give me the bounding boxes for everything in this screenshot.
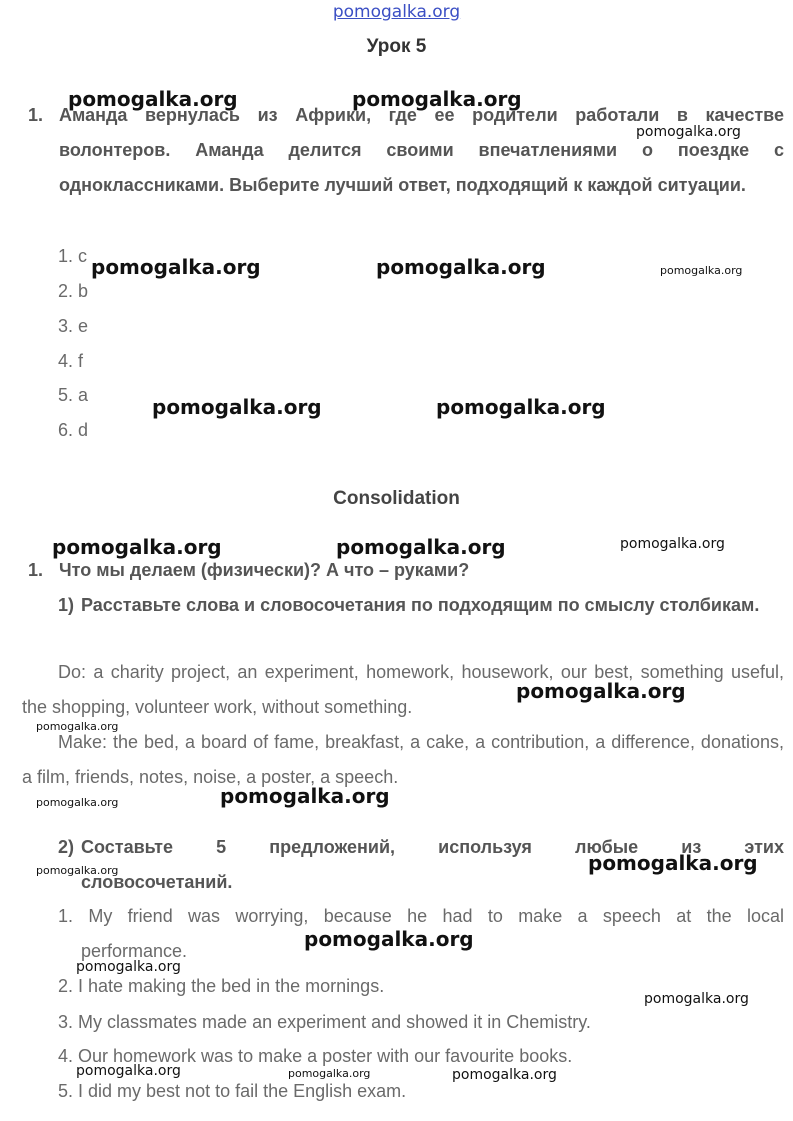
task1-number: 1. [28, 105, 44, 125]
answer-1: 1. c [58, 246, 88, 266]
watermark: pomogalka.org [52, 535, 222, 559]
watermark: pomogalka.org [352, 87, 522, 111]
consolidation-title: Consolidation [333, 488, 460, 509]
sentence-1-line1: 1. My friend was worrying, because he had to make a speech at the local [58, 906, 784, 926]
watermark: pomogalka.org [76, 1063, 181, 1079]
watermark: pomogalka.org [376, 255, 546, 279]
consolidation-task-number: 1. [28, 560, 44, 580]
watermark: pomogalka.org [660, 264, 743, 277]
lesson-title: Урок 5 [366, 36, 427, 57]
watermark: pomogalka.org [36, 864, 119, 877]
watermark: pomogalka.org [336, 535, 506, 559]
watermark: pomogalka.org [36, 796, 119, 809]
watermark: pomogalka.org [516, 679, 686, 703]
sentence-1-line2: performance. [81, 941, 188, 961]
answer-6: 6. d [58, 420, 89, 440]
sentence-2: 2. I hate making the bed in the mornings. [58, 976, 385, 996]
watermark: pomogalka.org [588, 851, 758, 875]
answer-2: 2. b [58, 281, 89, 301]
watermark: pomogalka.org [304, 927, 474, 951]
watermark: pomogalka.org [644, 991, 749, 1007]
answer-4: 4. f [58, 351, 84, 371]
watermark: pomogalka.org [220, 784, 390, 808]
watermark: pomogalka.org [452, 1067, 557, 1083]
watermark: pomogalka.org [152, 395, 322, 419]
watermark: pomogalka.org [288, 1067, 371, 1080]
do-column-text: Do: a charity project, an experiment, homework, housework, our best, something useful, the shopping, volunteer work, without something. [22, 662, 784, 717]
answer-5: 5. a [58, 385, 89, 405]
watermark: pomogalka.org [68, 87, 238, 111]
consolidation-task-text: Что мы делаем (физически)? А что – руками? [59, 560, 470, 580]
sentence-3: 3. My classmates made an experiment and showed it in Chemistry. [58, 1012, 591, 1032]
watermark: pomogalka.org [91, 255, 261, 279]
sub2-number: 2) [58, 837, 75, 857]
sentence-4: 4. Our homework was to make a poster with our favourite books. [58, 1046, 573, 1066]
sentence-5: 5. I did my best not to fail the English exam. [58, 1081, 407, 1101]
sub2-text-line2: словосочетаний. [81, 872, 233, 892]
watermark: pomogalka.org [36, 720, 119, 733]
answer-3: 3. e [58, 316, 89, 336]
site-link[interactable]: pomogalka.org [332, 2, 461, 22]
watermark: pomogalka.org [76, 959, 181, 975]
watermark: pomogalka.org [436, 395, 606, 419]
sub1-text: Расставьте слова и словосочетания по подходящим по смыслу столбикам. [81, 595, 760, 615]
sub2-text-line1: Составьте 5 предложений, используя любые из этих [81, 837, 784, 857]
watermark: pomogalka.org [620, 536, 725, 552]
sub1-number: 1) [58, 595, 75, 615]
make-column-text: Make: the bed, a board of fame, breakfast, a cake, a contribution, a difference, donations, a film, friends, notes, noise, a poster, a speech. [22, 732, 784, 787]
task1-text: Аманда вернулась из Африки, где ее родители работали в качестве волонтеров. Аманда делится своими впечатлениями о поездке с одноклассниками. Выберите лучший ответ, подходящий к каждой ситуации. [59, 105, 784, 195]
watermark: pomogalka.org [636, 124, 741, 140]
